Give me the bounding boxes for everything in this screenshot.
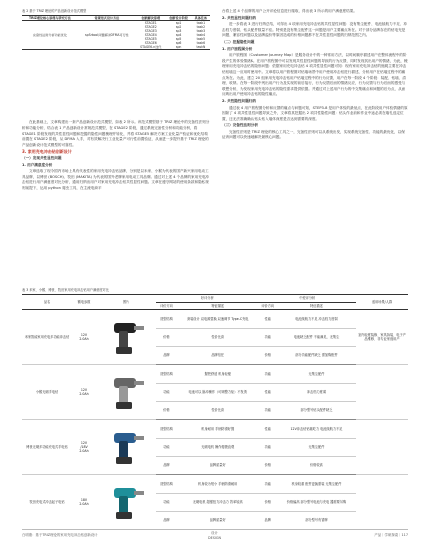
subsection-heading: （一）发现共性显性问题 (22, 155, 62, 160)
paragraph: 文章选取了现今国内市场上具有代表性的家用充电冲击钻品牌，分别是以米家、小猴为代表的国产新兴家用电动工具品牌，以博世 (BOSCH)、牧田 (MAKITA) 为代表的国外老牌家用电动工具品牌。通过对上述 4 个品牌的家用充电冲击钻进行用户满意度对比分析，通用归纳出用户对家用充电冲击钻共性显性问题。文章在遵守网站的使用条款和隐私规则前提下，运用 python 爬虫工具，在主流电商平 (22, 169, 210, 190)
table2-header: 适用场景/人群 (356, 295, 408, 310)
table1-cell: task2 (196, 25, 206, 30)
table1 (22, 15, 210, 50)
table1-cell: sp2 (175, 25, 182, 30)
bad-review-cell: 电池续航力不足 冲击档力度弱 (277, 310, 356, 328)
bad-review-cell: 品牌 (259, 511, 277, 529)
good-review-cell: 品牌质量好 (177, 456, 259, 474)
paragraph: 用户旅程图（Customer Journey Map）是服务设计中的一种常用方法，以时间顺序描述用户在整体流程中的阶段产生的体验情绪$。在用户旅程图中可以发现共性显性问题的导致的行为反馈，同时发现其出用户的情绪，为此，梳理家用充电冲击钻的隐形问题：依据家用充电冲击钻 4 项共性显性问题可知：现有家用充电冲击钻的缩爬主要在冲击钻钻墙这一应用时使用中。文章将以用户旅程图对钻墙场景中用户使用冲击钻进行描述，分析用户在钻墙过程中的痛点所在。为此，建立 20 组家用充电冲击钻用户钻墙过程中的行为反馈，用户在每一阶段 4 个阶段：装配、钻墙、清理、收纳。在每一阶段中列出用户行为及实现的前后接行，行为反馈后而的情绪反应，行为反馈与行为后而的感受与联想分析，为发现家用充电冲击钻的隐性需求提供依据。并通过对上述用户行为的中交集痛点和问题的后为点，从而反映出用户使用冲击钻的隐性痛点。 (222, 53, 408, 97)
table2-subheader: 评价方向 (259, 302, 277, 309)
bad-review-cell: 冲击档力度弱 (277, 383, 356, 401)
table1-cell: task5 (196, 37, 206, 42)
paragraph: 通过表 4 用户旅程图分析和反馈的痛点与问题可知，STEP3-8 是用户体验的最低点，在此阶段用户体验情绪的原因除了 4 项共性显性问题导致之外，文章将其挖掘出 2 项共性隐性问题：钻头作业前和作业中途必须在墙孔选定位置，还无法准确确认钻头钻入墙体深度是否达到需要的深度。 (222, 105, 408, 121)
footer-page-number: 产品｜学研探索｜117 (374, 533, 408, 537)
good-review-cell: 品牌信任 (177, 346, 259, 364)
footer-logo-cn: 设计 (211, 531, 218, 535)
good-review-cell: 机身较为短小 手柄防滑耐用 (177, 475, 259, 493)
table2-container (22, 288, 408, 530)
bad-review-cell: 价格较高 (277, 456, 356, 474)
good-review-cell: 价格 (156, 328, 177, 346)
good-review-cell: 机身耐用 手柄防滑好握 (177, 420, 259, 438)
table1-cell: STAGE3 (144, 29, 157, 34)
table1-spacer (22, 50, 210, 120)
bad-review-cell: 功能 (259, 365, 277, 383)
table2-header: 品名 (22, 295, 72, 310)
subsubsection-heading: 1. 用户满意度分析 (22, 162, 53, 167)
footer-journal-logo (208, 531, 221, 540)
bad-review-cell: 功能 (259, 475, 277, 493)
table2-row (22, 475, 408, 493)
bad-review-cell: 部分型号钻头配件缺乏 (277, 401, 356, 419)
footer-logo-en: DESIGN (208, 535, 222, 540)
subsubsection-heading: 2. 共性隐性问题归纳 (222, 98, 256, 103)
subsubsection-heading: 1. 用户旅程图分析 (222, 46, 253, 51)
good-review-cell: 品牌 (156, 511, 177, 529)
bad-review-cell: 性能 (259, 310, 277, 328)
product-scene: 室内轻度装修、家具拆装、电子产品维修、非专业家庭用户 (356, 310, 408, 365)
table1-cell: task3 (196, 29, 206, 34)
bad-review-cell: 价格 (259, 456, 277, 474)
good-review-cell: 造型结构 (156, 310, 177, 328)
bad-review-cell: 无集尘配件 (277, 365, 356, 383)
bad-review-cell: 电池缺乏配件 不能满足，无集尘 (277, 328, 356, 346)
right-column (222, 9, 408, 142)
table2-subheader: 特征描述 (277, 302, 356, 309)
paragraph: 台将上述 4 个品牌的用户公开评论信息进行爬取，得出表 3 所示的用户满意度结果。 (222, 9, 357, 13)
table1-cell: sp1 (175, 21, 182, 26)
bad-review-cell: 价格偏高 部分型号电池与充电 器需要另购 (277, 493, 356, 511)
bad-review-cell: 部分功能配件缺乏 需加购配件 (277, 346, 356, 364)
bad-review-cell: 12V冲击钻钻墙吃力 电池续航力不足 (277, 420, 356, 438)
table2-header: 中差评分析 (259, 295, 356, 302)
table2-header: 额电参数 (72, 295, 96, 310)
product-image-cell (96, 365, 156, 420)
good-review-cell: 品牌 (156, 346, 177, 364)
table1-cell: STAGE6-n迭代 (140, 45, 162, 50)
good-review-cell: 性价比高 (177, 401, 259, 419)
product-image-cell (96, 310, 156, 365)
footer-article-title: 白明康：基于TRIZ理论的家用充电冲击钻创新设计 (22, 533, 98, 537)
left-column (22, 9, 210, 193)
product-scene (356, 420, 408, 475)
bad-review-cell: 性能 (259, 420, 277, 438)
good-review-cell: 造型结构 (156, 365, 177, 383)
drill-image-teal (100, 476, 152, 528)
table1-header: 常规范式设计方法 (94, 16, 120, 21)
good-review-cell: 电池可以 脉冲操作（可调整力矩）不发烫 (177, 383, 259, 401)
paragraph: 完备性法则是 TRIZ 理论的核心工具之一，完备性法则可以从系统出发，实现系统完备性、功能的最优化，以保证该问题可以快速地解决最核心问题。 (222, 129, 405, 140)
table1-caption: 表 2 基于 TRIZ 理论的产品创新设计范式模型 (22, 9, 87, 13)
table1-header: 具体任务 (194, 16, 208, 21)
table2 (22, 294, 408, 530)
table1-cell: sp3 (175, 29, 182, 34)
table1-cell: STAGE2 (144, 25, 157, 30)
table2-row (22, 365, 408, 383)
good-review-cell: 无刷电机 超强扭力冲击力 效率较高 (177, 493, 259, 511)
good-review-cell: 造型结构 (156, 475, 177, 493)
table1-group-label: 完备性法则分析功能优化 (32, 33, 67, 38)
table2-row (22, 310, 408, 328)
subsection-heading: （三）完备性法则分析 (222, 123, 258, 128)
page-footer (22, 529, 408, 540)
good-review-cell: 套装设计 双电源替换 双速调节 Type-C充电 (177, 310, 259, 328)
table1-cell: task6 (196, 41, 206, 46)
table1-cell: sp6 (175, 41, 182, 46)
good-review-cell: 功能 (156, 438, 177, 456)
bad-review-cell: 无集尘配件 (277, 438, 356, 456)
good-review-cell: 品牌质量好 (177, 511, 259, 529)
table2-header: 好评分析 (156, 295, 259, 302)
table1-cell: task4 (196, 33, 206, 38)
table1-body (22, 21, 210, 50)
section-heading: 3. 家用充电冲击钻创新设计 (22, 149, 72, 155)
table2-row (22, 420, 408, 438)
product-spec: 12V /18V 2.0Ah (72, 420, 96, 475)
good-review-cell: 无刷电机 操作便捷直观 (177, 438, 259, 456)
table1-cell: STAGE6 (144, 41, 157, 46)
table2-caption: 表 3 米家、小猴、博世、牧田家用充电冲击钻用户满意度对比 (22, 288, 109, 292)
bad-review-cell: 性能 (259, 383, 277, 401)
table1-cell: spn (175, 45, 182, 50)
product-image-cell (96, 475, 156, 530)
product-scene (356, 365, 408, 420)
product-spec: 12V 2.0Ah (72, 310, 96, 365)
table1-cell: STAGE4 (144, 33, 157, 38)
paragraph: 在此基础上，文章构建出一套产品创新设计范式模型，如表 2 所示。该范式模型基于 TRIZ 理论中的完备性法则分析和功能分析，结合表 1 产品创新设计常规范式模型，在 STAGE2 阶段，通过系统完备性分析和功能分析，将 STAGE1 阶段发现的共性显性问题和挖掘的隐性问题梳理并转化，并将 STAGE5 解决方案工业化量产验证和优化结构前置在 STAGE2 阶段，从 DFMA 入手，对有效解决行工业化量产可行性前置验证，从而进一步提升基于 TRIZ 理论的产品创新设计范式模型的可靠性。 (22, 120, 210, 147)
table1-cell: sp5 (175, 37, 182, 42)
good-review-cell: 功能 (156, 383, 177, 401)
table2-subheader: 评价方向 (156, 302, 177, 309)
product-name: 小猴无刷手电钻 (22, 365, 72, 420)
drill-image-gray (100, 366, 152, 418)
paragraph: 进一步将表 3 进行归纳总结，可得出 4 项家用充电冲击钻的共性显性问题：没有集尘配件、电池续航力不足、冲击档力度弱、钻头配件数量不佳。特别是没有集尘配件这一问题是用户主要痛点所在。对于部分品牌存在的钻电充是问题、兼容性问题以及品牌溢价等原因造成的价格问题都不在共性显性问题的归纳范围之内。 (222, 22, 408, 38)
bad-review-cell: 价格 (259, 493, 277, 511)
subsubsection-heading: 2. 共性显性问题归纳 (222, 15, 256, 20)
table1-cell: task1 (196, 21, 206, 26)
bad-review-cell: 功能 (259, 438, 277, 456)
product-scene (356, 475, 408, 530)
table2-header: 图片 (96, 295, 156, 310)
bad-review-cell: 功能 (259, 328, 277, 346)
good-review-cell: 品牌 (156, 456, 177, 474)
table1-header: 创新设计阶段 (169, 16, 188, 21)
bad-review-cell: 部分型号有冒牌 (277, 511, 356, 529)
product-image-cell (96, 420, 156, 475)
table1-header: 创新解决原理 (141, 16, 161, 21)
bad-review-cell: 机身较重 配件更换需装 无集尘配件 (277, 475, 356, 493)
good-review-cell: 握把舒适 机身轻便 (177, 365, 259, 383)
drill-image-black (100, 311, 152, 363)
product-name: 博世无刷多功能充电式手电钻 (22, 420, 72, 475)
good-review-cell: 价格 (156, 401, 177, 419)
table2-body (22, 310, 408, 530)
table1-group-method: spSrkool问题解决DFMA可行性 (85, 33, 129, 38)
good-review-cell: 造型结构 (156, 420, 177, 438)
bad-review-cell: 价格 (259, 346, 277, 364)
product-name: 米家智能家用充电多功能冲击钻 (22, 310, 72, 365)
product-name: 牧田充电式冲击起子电钻 (22, 475, 72, 530)
drill-image-blue (100, 421, 152, 473)
table1-cell: STAGE5 (144, 37, 157, 42)
bad-review-cell: 功能 (259, 401, 277, 419)
good-review-cell: 功能 (156, 493, 177, 511)
subsection-heading: （二）挖掘隐性问题 (222, 39, 255, 44)
good-review-cell: 性价比高 (177, 328, 259, 346)
product-spec: 12V 2.0Ah (72, 365, 96, 420)
table2-subheader: 特征描述 (177, 302, 259, 309)
table1-cell: taskN (196, 45, 206, 50)
table1-cell: STAGE1 (144, 21, 157, 26)
table1-cell: sp4 (175, 33, 182, 38)
table1-header: TRIZ理论核心原理与研究方法 (28, 16, 71, 21)
product-spec: 18V 2.0Ah (72, 475, 96, 530)
